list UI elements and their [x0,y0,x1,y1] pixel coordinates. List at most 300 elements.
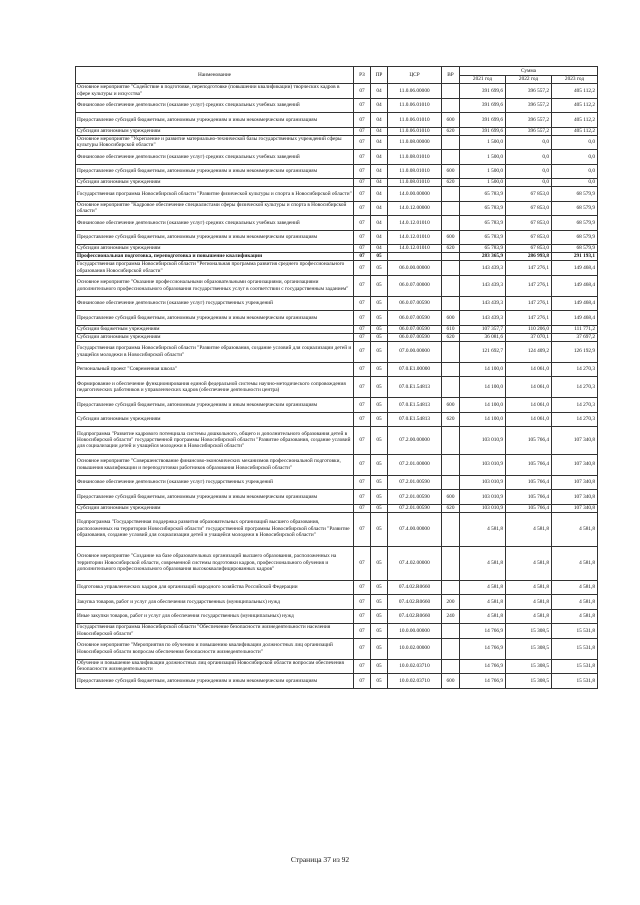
row-value-2022: 15 308,5 [506,674,552,689]
row-vr [442,659,460,674]
row-value-2023: 0,0 [552,135,598,150]
row-value-2021: 107 357,7 [460,325,506,333]
row-value-2022: 0,0 [506,150,552,165]
row-rz: 07 [354,638,371,659]
row-value-2023: 4 581,8 [552,609,598,624]
row-csr: 11.0.08.01010 [388,179,442,187]
row-value-2022: 14 061,0 [506,362,552,377]
row-vr [442,427,460,455]
row-value-2021: 4 581,8 [460,595,506,610]
row-vr: 600 [442,230,460,245]
row-pr: 05 [371,580,388,595]
row-csr: 14.0.12.01010 [388,230,442,245]
table-row [76,504,598,512]
row-value-2021: 4 581,8 [460,580,506,595]
row-vr: 620 [442,504,460,512]
row-pr: 05 [371,659,388,674]
row-value-2022: 0,0 [506,135,552,150]
row-vr [442,475,460,490]
row-name: Подготовка управленческих кадров для организаций народного хозяйства Российской Федерации [76,580,354,595]
row-value-2022: 4 581,8 [506,595,552,610]
row-vr [442,201,460,216]
row-value-2021: 1 500,0 [460,135,506,150]
row-value-2022: 4 581,8 [506,512,552,546]
row-pr: 04 [371,230,388,245]
row-csr: 07.2.01.00590 [388,475,442,490]
table-row [76,362,598,377]
table-row [76,412,598,427]
row-value-2022: 105 766,4 [506,454,552,475]
row-vr: 200 [442,595,460,610]
row-value-2021: 14 100,0 [460,398,506,413]
row-name: Субсидии автономным учреждениям [76,179,354,187]
row-value-2023: 4 581,8 [552,580,598,595]
row-value-2022: 396 557,2 [506,84,552,99]
row-name: Государственная программа Новосибирской области "Развитие образования, создание условий для социализации детей и учащейся молодежи в Новосибирской области" [76,341,354,362]
row-value-2023: 0,0 [552,164,598,179]
table-row [76,454,598,475]
row-value-2022: 4 581,8 [506,609,552,624]
row-value-2023: 14 270,3 [552,398,598,413]
row-csr: 14.0.12.00000 [388,201,442,216]
row-rz: 07 [354,512,371,546]
row-vr [442,624,460,639]
row-pr: 05 [371,333,388,341]
row-name: Основное мероприятие "Совершенствование финансово-экономических механизмов профессиональной подготовки, повышения квалификации и переподготовки работников образования Новосибирской области" [76,454,354,475]
row-value-2021: 103 010,9 [460,475,506,490]
row-name: Формирование и обеспечение функционирования единой федеральной системы научно-методического сопровождения педагогических работников и управленческих кадров (обеспечение деятельности центра) [76,377,354,398]
row-value-2021: 143 439,3 [460,275,506,296]
row-value-2023: 111 771,2 [552,325,598,333]
row-name: Предоставление субсидий бюджетным, автономным учреждениям и иным некоммерческим организациям [76,164,354,179]
row-pr: 05 [371,504,388,512]
row-csr: 07.0.00.00000 [388,341,442,362]
row-value-2021: 283 365,9 [460,253,506,261]
col-header-year-2023: 2023 год [552,76,598,84]
table-row [76,113,598,128]
row-value-2023: 4 581,8 [552,595,598,610]
row-value-2021: 14 766,9 [460,659,506,674]
row-vr: 620 [442,245,460,253]
row-value-2023: 15 531,8 [552,638,598,659]
row-rz: 07 [354,427,371,455]
row-name: Государственная программа Новосибирской области "Развитие физической культуры и спорта в Новосибирской области" [76,187,354,202]
row-rz: 07 [354,362,371,377]
row-vr [442,580,460,595]
row-pr: 05 [371,341,388,362]
row-value-2022: 67 853,0 [506,201,552,216]
table-row [76,333,598,341]
row-value-2022: 110 206,0 [506,325,552,333]
table-row [76,201,598,216]
row-name: Иные закупки товаров, работ и услуг для обеспечения государственных (муниципальных) нужд [76,609,354,624]
col-header-sum: Сумма [460,67,598,76]
row-pr: 05 [371,253,388,261]
table-row [76,580,598,595]
row-pr: 05 [371,398,388,413]
row-name: Субсидии автономным учреждениям [76,504,354,512]
table-row [76,275,598,296]
row-vr [442,638,460,659]
row-csr: 10.0.00.00000 [388,624,442,639]
row-pr: 04 [371,245,388,253]
row-value-2022: 105 766,4 [506,427,552,455]
table-row [76,398,598,413]
row-csr: 14.0.12.01010 [388,216,442,231]
row-value-2021: 391 699,6 [460,98,506,113]
row-vr: 600 [442,674,460,689]
row-rz: 07 [354,674,371,689]
table-row [76,377,598,398]
table-row [76,127,598,135]
row-name: Основное мероприятие "Укрепление и развитие материально-технической базы государственных учреждений сферы культуры Новосибирской области" [76,135,354,150]
row-vr: 600 [442,398,460,413]
row-vr [442,216,460,231]
row-csr: 07.0.E1.54813 [388,377,442,398]
table-row [76,546,598,580]
row-value-2021: 65 783,9 [460,245,506,253]
table-row [76,230,598,245]
row-pr: 05 [371,275,388,296]
row-csr: 14.0.12.01010 [388,245,442,253]
row-value-2022: 14 061,0 [506,377,552,398]
row-csr: 06.0.07.00000 [388,275,442,296]
row-value-2021: 4 581,8 [460,512,506,546]
row-value-2023: 107 340,8 [552,475,598,490]
row-rz: 07 [354,164,371,179]
row-rz: 07 [354,179,371,187]
row-name: Основное мероприятие "Оказание профессиональными образовательными организациями, организациями дополнительного профессионального образования государственных услуг в соответствии с государственным заданием" [76,275,354,296]
row-value-2021: 36 081,6 [460,333,506,341]
row-value-2023: 149 468,4 [552,311,598,326]
row-name: Государственная программа Новосибирской области "Региональная программа развития среднего профессионального образования Новосибирской области" [76,261,354,276]
row-vr: 620 [442,127,460,135]
row-pr: 04 [371,201,388,216]
row-csr: 07.2.01.00590 [388,504,442,512]
row-rz: 07 [354,98,371,113]
row-value-2022: 396 557,2 [506,127,552,135]
row-pr: 05 [371,261,388,276]
row-rz: 07 [354,546,371,580]
table-row [76,311,598,326]
row-pr: 05 [371,609,388,624]
row-csr [388,253,442,261]
row-value-2023: 405 112,2 [552,127,598,135]
row-value-2023: 107 340,8 [552,454,598,475]
row-value-2022: 15 308,5 [506,638,552,659]
table-row [76,135,598,150]
row-rz: 07 [354,230,371,245]
row-rz: 07 [354,659,371,674]
row-value-2021: 14 100,0 [460,377,506,398]
row-pr: 05 [371,546,388,580]
row-vr [442,84,460,99]
row-rz: 07 [354,333,371,341]
row-value-2022: 124 409,2 [506,341,552,362]
row-value-2022: 4 581,8 [506,546,552,580]
row-csr: 07.0.E1.54813 [388,398,442,413]
row-value-2022: 14 061,0 [506,412,552,427]
row-value-2022: 105 766,4 [506,475,552,490]
row-pr: 04 [371,216,388,231]
row-rz: 07 [354,187,371,202]
row-vr [442,546,460,580]
row-name: Государственная программа Новосибирской области "Обеспечение безопасности жизнедеятельности населения Новосибирской области" [76,624,354,639]
row-value-2022: 15 308,5 [506,659,552,674]
row-value-2021: 1 500,0 [460,164,506,179]
row-rz: 07 [354,412,371,427]
row-value-2021: 14 100,0 [460,362,506,377]
row-csr: 07.2.01.00000 [388,454,442,475]
row-vr [442,341,460,362]
row-value-2021: 143 439,3 [460,296,506,311]
row-csr: 11.0.08.01010 [388,150,442,165]
row-value-2021: 65 783,9 [460,201,506,216]
table-row [76,245,598,253]
row-rz: 07 [354,275,371,296]
table-row [76,609,598,624]
row-name: Финансовое обеспечение деятельности (оказание услуг) средних специальных учебных заведений [76,216,354,231]
row-csr: 06.0.07.00590 [388,296,442,311]
row-rz: 07 [354,624,371,639]
row-pr: 04 [371,164,388,179]
row-name: Субсидии автономным учреждениям [76,412,354,427]
row-value-2021: 14 766,9 [460,674,506,689]
row-rz: 07 [354,245,371,253]
row-value-2021: 103 010,9 [460,454,506,475]
row-value-2022: 105 766,4 [506,490,552,505]
row-name: Основное мероприятие "Содействие в подготовке, переподготовке (повышении квалификации) творческих кадров в сфере культуры и искусства" [76,84,354,99]
row-pr: 04 [371,98,388,113]
row-csr: 10.0.02.00000 [388,638,442,659]
row-rz: 07 [354,113,371,128]
row-pr: 04 [371,135,388,150]
row-pr: 05 [371,490,388,505]
row-value-2021: 65 783,9 [460,187,506,202]
row-value-2023: 68 579,9 [552,230,598,245]
row-pr: 04 [371,127,388,135]
row-vr: 620 [442,179,460,187]
table-row [76,150,598,165]
table-row [76,674,598,689]
row-vr: 600 [442,164,460,179]
row-value-2022: 67 853,0 [506,230,552,245]
row-value-2023: 0,0 [552,150,598,165]
row-pr: 05 [371,412,388,427]
row-rz: 07 [354,150,371,165]
row-value-2023: 149 468,4 [552,261,598,276]
row-rz: 07 [354,325,371,333]
row-value-2023: 14 270,3 [552,412,598,427]
row-value-2023: 15 531,8 [552,674,598,689]
row-vr [442,377,460,398]
col-header-csr: ЦСР [388,67,442,84]
table-row [76,427,598,455]
row-value-2023: 68 579,9 [552,201,598,216]
row-csr: 07.0.E1.54813 [388,412,442,427]
row-value-2023: 4 581,8 [552,512,598,546]
row-value-2023: 405 112,2 [552,84,598,99]
col-header-year-2022: 2022 год [506,76,552,84]
row-name: Обучение и повышение квалификации должностных лиц организаций Новосибирской области вопросам обеспечения безопасности жизнедеятельности [76,659,354,674]
row-value-2023: 4 581,8 [552,546,598,580]
row-pr: 05 [371,325,388,333]
table-row [76,325,598,333]
row-name: Предоставление субсидий бюджетным, автономным учреждениям и иным некоммерческим организациям [76,230,354,245]
row-name: Финансовое обеспечение деятельности (оказание услуг) средних специальных учебных заведений [76,98,354,113]
row-value-2023: 68 579,9 [552,187,598,202]
row-value-2023: 405 112,2 [552,113,598,128]
row-value-2022: 37 070,1 [506,333,552,341]
row-vr [442,187,460,202]
row-value-2023: 14 270,3 [552,377,598,398]
row-vr [442,362,460,377]
table-row [76,216,598,231]
row-value-2023: 0,0 [552,179,598,187]
row-pr: 04 [371,187,388,202]
table-row [76,296,598,311]
table-row [76,638,598,659]
row-pr: 05 [371,377,388,398]
table-row [76,512,598,546]
row-value-2021: 4 581,8 [460,546,506,580]
row-csr: 10.0.02.03710 [388,674,442,689]
table-row [76,490,598,505]
row-vr [442,296,460,311]
row-value-2021: 103 010,9 [460,504,506,512]
row-value-2023: 107 340,8 [552,504,598,512]
row-value-2021: 65 783,9 [460,230,506,245]
row-vr [442,253,460,261]
row-csr: 06.0.07.00590 [388,325,442,333]
row-pr: 04 [371,150,388,165]
row-value-2021: 14 766,9 [460,638,506,659]
row-vr [442,135,460,150]
row-value-2022: 396 557,2 [506,113,552,128]
row-csr: 06.0.07.00590 [388,333,442,341]
row-value-2021: 391 699,6 [460,113,506,128]
row-value-2021: 391 699,6 [460,84,506,99]
row-csr: 07.4.00.00000 [388,512,442,546]
row-value-2023: 37 697,2 [552,333,598,341]
row-value-2021: 103 010,9 [460,427,506,455]
row-csr: 10.0.02.03710 [388,659,442,674]
row-value-2023: 149 468,4 [552,275,598,296]
table-row [76,595,598,610]
row-rz: 07 [354,609,371,624]
row-name: Закупка товаров, работ и услуг для обеспечения государственных (муниципальных) нужд [76,595,354,610]
row-name: Предоставление субсидий бюджетным, автономным учреждениям и иным некоммерческим организациям [76,674,354,689]
row-pr: 05 [371,362,388,377]
row-value-2023: 149 468,4 [552,296,598,311]
row-value-2021: 4 581,8 [460,609,506,624]
row-value-2023: 107 340,8 [552,490,598,505]
row-rz: 07 [354,454,371,475]
row-rz: 07 [354,253,371,261]
row-name: Предоставление субсидий бюджетным, автономным учреждениям и иным некоммерческим организациям [76,490,354,505]
table-row [76,475,598,490]
row-csr: 06.0.00.00000 [388,261,442,276]
col-header-rz: РЗ [354,67,371,84]
budget-table-sheet [75,66,597,689]
row-value-2021: 103 010,9 [460,490,506,505]
row-value-2022: 0,0 [506,179,552,187]
row-value-2023: 68 579,9 [552,216,598,231]
table-row [76,179,598,187]
row-value-2022: 105 766,4 [506,504,552,512]
row-vr [442,150,460,165]
row-name: Субсидии автономным учреждениям [76,245,354,253]
row-vr: 600 [442,113,460,128]
budget-table [75,66,598,689]
row-name: Предоставление субсидий бюджетным, автономным учреждениям и иным некоммерческим организациям [76,113,354,128]
row-value-2023: 15 531,8 [552,624,598,639]
row-name: Основное мероприятие "Создание на базе образовательных организаций высшего образования, расположенных на территории Новосибирской области, современной системы подготовки кадров, профессионального обучения и дополнительного профессионального образования высококвалифицированных кадров" [76,546,354,580]
table-row [76,341,598,362]
row-name: Основное мероприятие "Мероприятия по обучению и повышению квалификации должностных лиц организаций Новосибирской области вопросам обеспечения безопасности жизнедеятельности" [76,638,354,659]
row-csr: 07.4.02.R0660 [388,595,442,610]
row-pr: 05 [371,311,388,326]
row-rz: 07 [354,475,371,490]
row-name: Подпрограмма "Государственная поддержка развития образовательных организаций высшего образования, расположенных на территории Новосибирской области" государственной программы Новосибирской области "Развитие образования, создание условий для социализации детей и учащейся молодежи в Новосибирской области" [76,512,354,546]
col-header-vr: ВР [442,67,460,84]
row-rz: 07 [354,341,371,362]
row-csr: 07.4.02.R0660 [388,580,442,595]
row-pr: 04 [371,113,388,128]
row-name: Основное мероприятие "Кадровое обеспечение специалистами сферы физической культуры и спорта в Новосибирской области" [76,201,354,216]
table-row [76,164,598,179]
table-row [76,261,598,276]
row-name: Финансовое обеспечение деятельности (оказание услуг) государственных учреждений [76,475,354,490]
row-value-2022: 67 853,0 [506,187,552,202]
table-row [76,187,598,202]
row-name: Финансовое обеспечение деятельности (оказание услуг) государственных учреждений [76,296,354,311]
row-pr: 05 [371,624,388,639]
row-pr: 05 [371,512,388,546]
row-rz: 07 [354,135,371,150]
row-vr: 620 [442,333,460,341]
row-rz: 07 [354,595,371,610]
row-value-2022: 0,0 [506,164,552,179]
col-header-pr: ПР [371,67,388,84]
row-value-2022: 14 061,0 [506,398,552,413]
row-csr: 11.0.08.01010 [388,164,442,179]
row-vr [442,512,460,546]
row-value-2022: 15 308,5 [506,624,552,639]
row-pr: 04 [371,84,388,99]
row-rz: 07 [354,580,371,595]
row-csr: 07.0.E1.00000 [388,362,442,377]
row-rz: 07 [354,201,371,216]
row-csr: 07.2.01.00590 [388,490,442,505]
row-value-2023: 107 340,8 [552,427,598,455]
row-pr: 05 [371,454,388,475]
row-name: Подпрограмма "Развитие кадрового потенциала системы дошкольного, общего и дополнительного образования детей в Новосибирской области" государственной программы Новосибирской области "Развитие образования, создание условий для социализации детей и учащейся молодежи в Новосибирской области" [76,427,354,455]
row-name: Субсидии автономным учреждениям [76,333,354,341]
row-value-2021: 391 699,6 [460,127,506,135]
row-vr [442,275,460,296]
row-value-2022: 286 993,8 [506,253,552,261]
row-value-2022: 67 853,0 [506,245,552,253]
row-pr: 04 [371,179,388,187]
row-value-2022: 147 276,1 [506,275,552,296]
row-rz: 07 [354,84,371,99]
page-number: Страница 37 из 92 [290,855,350,864]
row-value-2022: 147 276,1 [506,261,552,276]
row-value-2021: 121 692,7 [460,341,506,362]
row-pr: 05 [371,296,388,311]
row-name: Предоставление субсидий бюджетным, автономным учреждениям и иным некоммерческим организациям [76,311,354,326]
